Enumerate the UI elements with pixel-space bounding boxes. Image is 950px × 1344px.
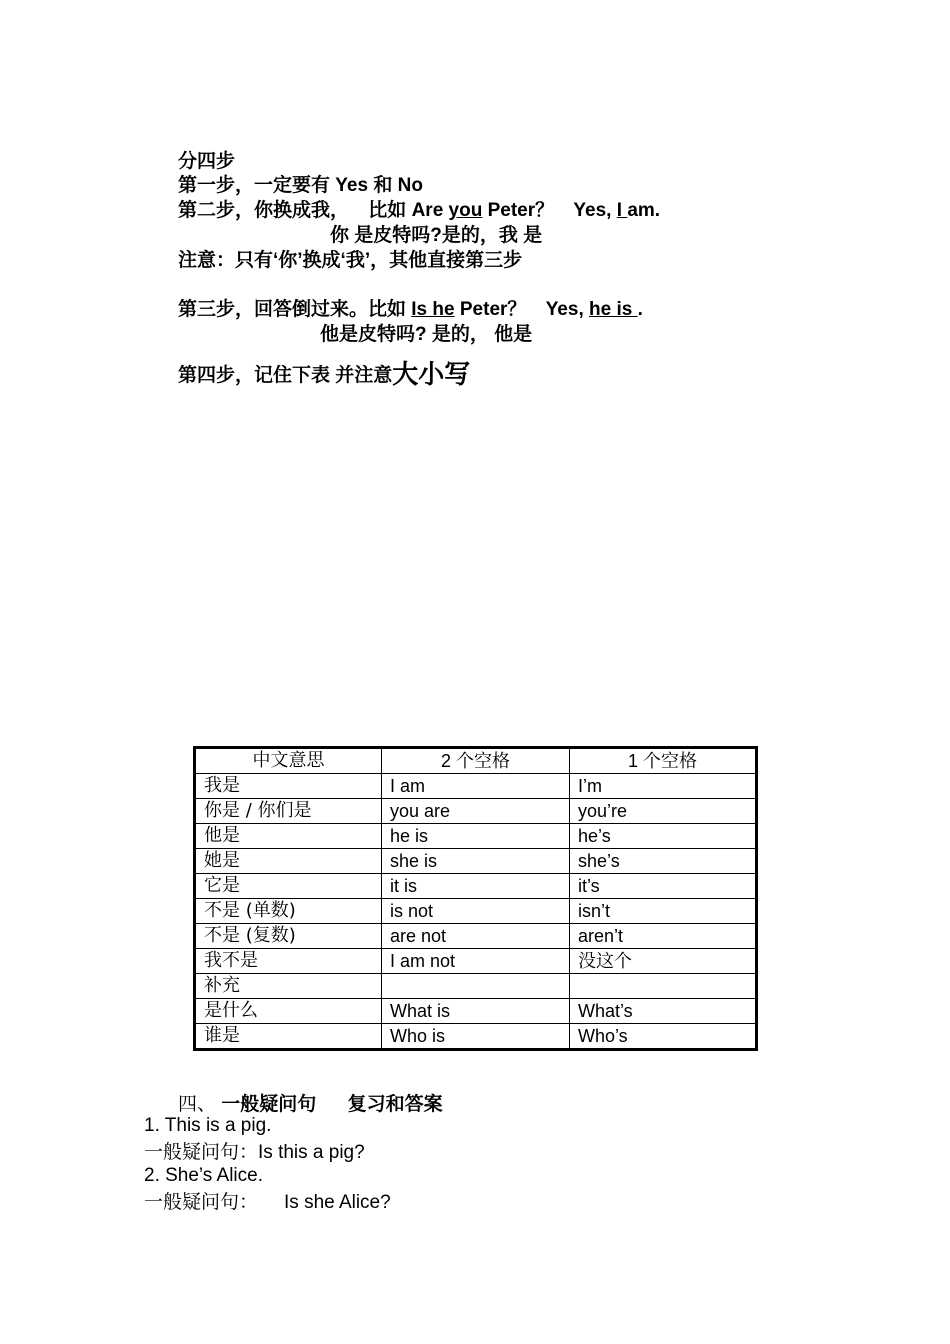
table-header-cell: 1 个空格 [570, 748, 757, 774]
step-3-prefix: 第三步，回答倒过来。比如 [178, 299, 412, 320]
contraction-table [193, 746, 758, 1051]
step-2-peter: Peter？ [482, 200, 555, 221]
contraction-table-body [195, 748, 757, 1050]
step-4 [178, 359, 471, 389]
table-cell: is not [382, 899, 570, 924]
table-header-cell: 2 个空格 [382, 748, 570, 774]
table-cell: isn’t [570, 899, 757, 924]
table-row [195, 924, 757, 949]
section-4-title-2: 复习和答案 [347, 1094, 443, 1115]
table-row [195, 824, 757, 849]
table-cell: 你是 / 你们是 [195, 799, 382, 824]
table-cell: 谁是 [195, 1024, 382, 1050]
question-1-answer [144, 1140, 365, 1165]
table-cell: she’s [570, 849, 757, 874]
table-row [195, 1024, 757, 1050]
table-cell: I’m [570, 774, 757, 799]
step-2-gloss: 你 是皮特吗?是的，我 是 [330, 225, 543, 246]
step-3-is-he: Is he [411, 299, 455, 320]
table-cell: you are [382, 799, 570, 824]
table-cell: 不是 (复数) [195, 924, 382, 949]
question-2: 2. She’s Alice. [144, 1165, 264, 1186]
table-cell: I am not [382, 949, 570, 974]
table-cell: 补充 [195, 974, 382, 999]
table-cell: 它是 [195, 874, 382, 899]
table-cell: he’s [570, 824, 757, 849]
table-cell: 我不是 [195, 949, 382, 974]
step-2-you: you [448, 200, 483, 221]
step-3-yes: Yes, [545, 299, 590, 320]
table-header-row [195, 748, 757, 774]
table-cell: I am [382, 774, 570, 799]
table-cell: it is [382, 874, 570, 899]
table-cell: aren’t [570, 924, 757, 949]
table-row [195, 799, 757, 824]
step-3 [178, 298, 643, 322]
table-header-cell: 中文意思 [195, 748, 382, 774]
section-4-title-1: 一般疑问句 [221, 1094, 317, 1115]
steps-title: 分四步 [178, 151, 236, 172]
table-cell: he is [382, 824, 570, 849]
table-cell [570, 974, 757, 999]
step-1: 第一步，一定要有 Yes 和 No [178, 175, 423, 196]
table-row [195, 999, 757, 1024]
step-3-peter: Peter？ [454, 299, 527, 320]
question-2-answer [144, 1190, 391, 1215]
question-2-label: 一般疑问句： [144, 1191, 259, 1213]
section-4-number: 四、 [178, 1093, 217, 1115]
table-row [195, 899, 757, 924]
table-cell: Who’s [570, 1024, 757, 1050]
table-cell: she is [382, 849, 570, 874]
table-row [195, 974, 757, 999]
note: 注意：只有‘你’换成‘我’，其他直接第三步 [178, 250, 523, 271]
step-2-am: am. [627, 200, 661, 221]
step-2-example: 比如 Are [368, 200, 449, 221]
question-1-text: Is this a pig? [258, 1142, 365, 1163]
table-cell: 她是 [195, 849, 382, 874]
table-cell: it’s [570, 874, 757, 899]
step-2-prefix: 第二步，你换成我， [178, 200, 350, 221]
step-4-emphasis: 大小写 [392, 359, 471, 389]
question-2-text: Is she Alice? [284, 1192, 391, 1213]
table-cell: 不是 (单数) [195, 899, 382, 924]
table-row [195, 874, 757, 899]
step-2 [178, 199, 660, 223]
table-row [195, 774, 757, 799]
table-row [195, 849, 757, 874]
table-cell: you’re [570, 799, 757, 824]
question-1-label: 一般疑问句： [144, 1141, 259, 1163]
table-cell: What’s [570, 999, 757, 1024]
table-cell: 是什么 [195, 999, 382, 1024]
step-2-yes: Yes, [573, 200, 617, 221]
step-4-prefix: 第四步，记住下表 并注意 [178, 365, 393, 386]
step-3-dot: . [637, 299, 643, 320]
step-2-i: I [616, 200, 628, 221]
step-3-he-is: he is [589, 299, 638, 320]
step-3-gloss: 他是皮特吗? 是的， 他是 [320, 324, 533, 345]
table-cell: 没这个 [570, 949, 757, 974]
table-cell: 我是 [195, 774, 382, 799]
table-cell: are not [382, 924, 570, 949]
table-cell [382, 974, 570, 999]
table-cell: What is [382, 999, 570, 1024]
table-row [195, 949, 757, 974]
table-cell: Who is [382, 1024, 570, 1050]
table-cell: 他是 [195, 824, 382, 849]
question-1: 1. This is a pig. [144, 1115, 272, 1136]
